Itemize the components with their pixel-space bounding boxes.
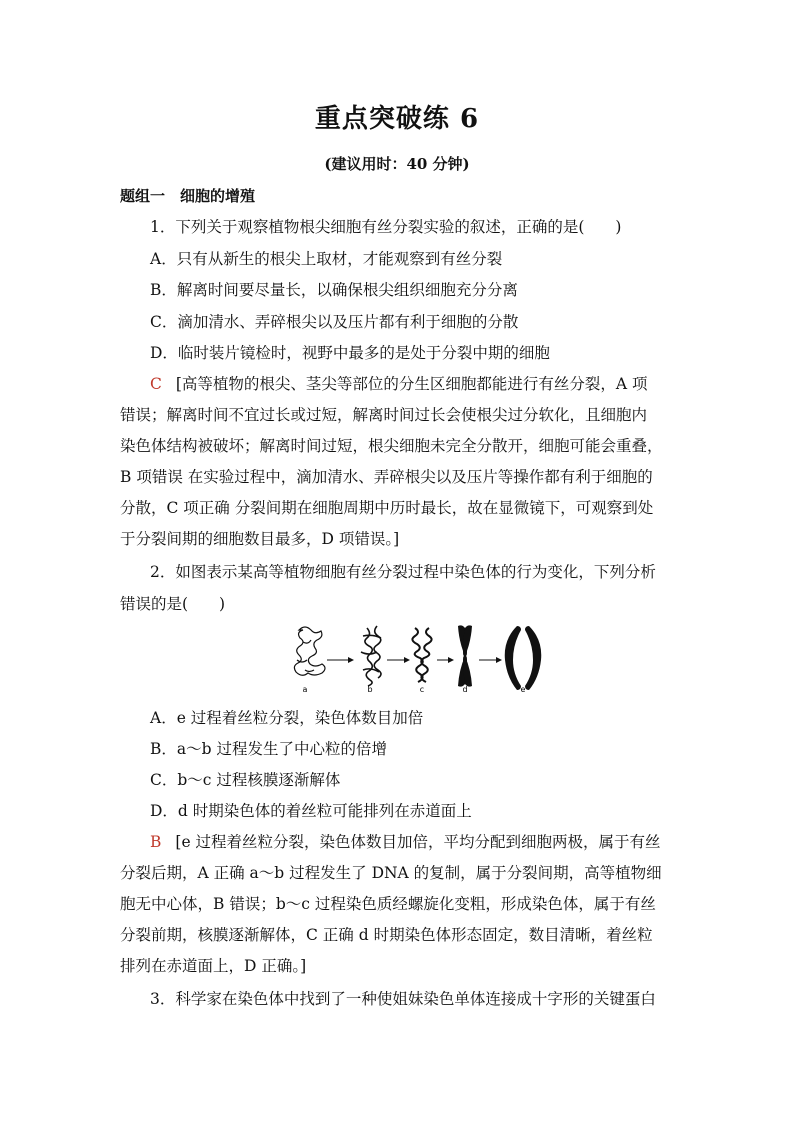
q2-option-a: A．e 过程着丝粒分裂，染色体数目加倍	[150, 709, 424, 727]
chromatids-e	[505, 626, 542, 690]
q2-explanation-line: 胞无中心体，B 错误；b～c 过程染色质经螺旋化变粗，形成染色体，属于有丝	[120, 895, 656, 913]
label-a: a	[302, 685, 308, 694]
q1-answer: C	[150, 375, 162, 393]
q2-stem-cont: 错误的是( )	[120, 595, 226, 613]
label-e: e	[520, 685, 526, 694]
label-d: d	[462, 685, 468, 694]
label-c: c	[419, 685, 425, 694]
q2-option-d: D．d 时期染色体的着丝粒可能排列在赤道面上	[150, 802, 472, 820]
q2-option-c: C．b～c 过程核膜逐渐解体	[150, 771, 341, 789]
chromosome-d	[458, 625, 472, 686]
page-title: 重点突破练 6	[314, 104, 480, 134]
q1-option-c: C．滴加清水、弄碎根尖以及压片都有利于细胞的分散	[150, 313, 519, 331]
q1-explanation-line: 染色体结构被破坏；解离时间过短，根尖细胞未完全分散开，细胞可能会重叠，	[120, 437, 663, 455]
q1-stem: 1．下列关于观察植物根尖细胞有丝分裂实验的叙述，正确的是( )	[150, 218, 622, 236]
q1-explanation-line: 错误；解离时间不宜过长或过短，解离时间过长会使根尖过分软化，且细胞内	[120, 406, 648, 424]
chromatin-a	[294, 627, 325, 675]
chromosome-diagram	[285, 622, 545, 694]
suggested-time: (建议用时：40 分钟)	[324, 155, 470, 173]
q2-answer: B	[150, 833, 162, 851]
q2-explanation-line: 分裂后期，A 正确 a～b 过程发生了 DNA 的复制，属于分裂间期，高等植物细	[120, 864, 662, 882]
q1-option-b: B．解离时间要尽量长，以确保根尖组织细胞充分分离	[150, 281, 518, 299]
section-heading: 题组一 细胞的增殖	[120, 187, 256, 205]
q2-explanation-line: 排列在赤道面上，D 正确。]	[120, 957, 307, 975]
label-b: b	[367, 685, 373, 694]
q3-stem: 3．科学家在染色体中找到了一种使姐妹染色单体连接成十字形的关键蛋白	[150, 990, 656, 1008]
q1-explanation-line: 分散，C 项正确 分裂间期在细胞周期中历时最长，故在显微镜下，可观察到处	[120, 499, 654, 517]
q2-explanation-line: B [e 过程着丝粒分裂，染色体数目加倍，平均分配到细胞两极，属于有丝	[150, 833, 661, 851]
chromatin-b	[361, 626, 381, 686]
q1-explanation-line: B 项错误 在实验过程中，滴加清水、弄碎根尖以及压片等操作都有利于细胞的	[120, 468, 653, 486]
q1-option-a: A．只有从新生的根尖上取材，才能观察到有丝分裂	[150, 250, 503, 268]
q2-option-b: B．a～b 过程发生了中心粒的倍增	[150, 740, 387, 758]
q2-explanation-line: 分裂前期，核膜逐渐解体，C 正确 d 时期染色体形态固定，数目清晰，着丝粒	[120, 926, 653, 944]
q1-option-d: D．临时装片镜检时，视野中最多的是处于分裂中期的细胞	[150, 344, 550, 362]
q2-stem: 2．如图表示某高等植物细胞有丝分裂过程中染色体的行为变化，下列分析	[150, 563, 656, 581]
q1-explanation-line: C [高等植物的根尖、茎尖等部位的分生区细胞都能进行有丝分裂，A 项	[150, 375, 648, 393]
q1-explanation-line: 于分裂间期的细胞数目最多，D 项错误。]	[120, 530, 400, 548]
chromosome-c	[412, 628, 431, 682]
